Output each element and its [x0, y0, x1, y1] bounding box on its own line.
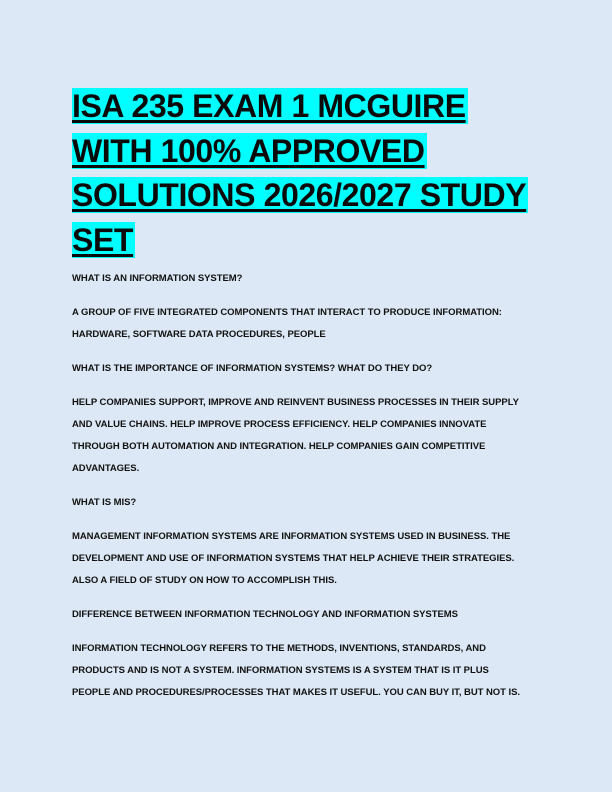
- text-line: THROUGH BOTH AUTOMATION AND INTEGRATION. HELP COMPANIES GAIN COMPETITIVE: [72, 441, 486, 452]
- title-line: [72, 84, 542, 129]
- title-text: SOLUTIONS 2026/2027 STUDY: [72, 177, 527, 213]
- title-text: SET: [72, 221, 134, 258]
- answer-paragraph: [72, 526, 547, 592]
- question-paragraph: [72, 604, 547, 626]
- text-line: PRODUCTS AND IS NOT A SYSTEM. INFORMATION SYSTEMS IS A SYSTEM THAT IS IT PLUS: [72, 665, 489, 676]
- title-line: [72, 129, 542, 174]
- document-body: [72, 268, 547, 716]
- question-paragraph: [72, 268, 547, 290]
- title-text: WITH 100% APPROVED: [72, 132, 425, 169]
- text-line: WHAT IS AN INFORMATION SYSTEM?: [72, 273, 243, 284]
- text-line: ALSO A FIELD OF STUDY ON HOW TO ACCOMPLISH THIS.: [72, 575, 337, 586]
- title-line: [72, 173, 542, 218]
- text-line: INFORMATION TECHNOLOGY REFERS TO THE METHODS, INVENTIONS, STANDARDS, AND: [72, 643, 486, 654]
- text-line: AND VALUE CHAINS. HELP IMPROVE PROCESS EFFICIENCY. HELP COMPANIES INNOVATE: [72, 419, 487, 430]
- title-line: [72, 218, 542, 263]
- text-line: A GROUP OF FIVE INTEGRATED COMPONENTS THAT INTERACT TO PRODUCE INFORMATION:: [72, 307, 502, 318]
- text-line: HELP COMPANIES SUPPORT, IMPROVE AND REINVENT BUSINESS PROCESSES IN THEIR SUPPLY: [72, 397, 519, 408]
- question-paragraph: [72, 358, 547, 380]
- text-line: WHAT IS MIS?: [72, 497, 137, 508]
- title-text: ISA 235 EXAM 1 MCGUIRE: [72, 88, 466, 124]
- answer-paragraph: [72, 638, 547, 704]
- answer-paragraph: [72, 302, 547, 346]
- text-line: ADVANTAGES.: [72, 463, 140, 474]
- question-paragraph: [72, 492, 547, 514]
- text-line: MANAGEMENT INFORMATION SYSTEMS ARE INFORMATION SYSTEMS USED IN BUSINESS. THE: [72, 531, 511, 542]
- text-line: HARDWARE, SOFTWARE DATA PROCEDURES, PEOPLE: [72, 329, 326, 340]
- text-line: DEVELOPMENT AND USE OF INFORMATION SYSTEMS THAT HELP ACHIEVE THEIR STRATEGIES.: [72, 553, 515, 564]
- text-line: DIFFERENCE BETWEEN INFORMATION TECHNOLOGY AND INFORMATION SYSTEMS: [72, 609, 458, 620]
- text-line: PEOPLE AND PROCEDURES/PROCESSES THAT MAKES IT USEFUL. YOU CAN BUY IT, BUT NOT IS.: [72, 687, 520, 698]
- text-line: WHAT IS THE IMPORTANCE OF INFORMATION SYSTEMS? WHAT DO THEY DO?: [72, 363, 433, 374]
- answer-paragraph: [72, 392, 547, 480]
- document-title: [72, 84, 542, 262]
